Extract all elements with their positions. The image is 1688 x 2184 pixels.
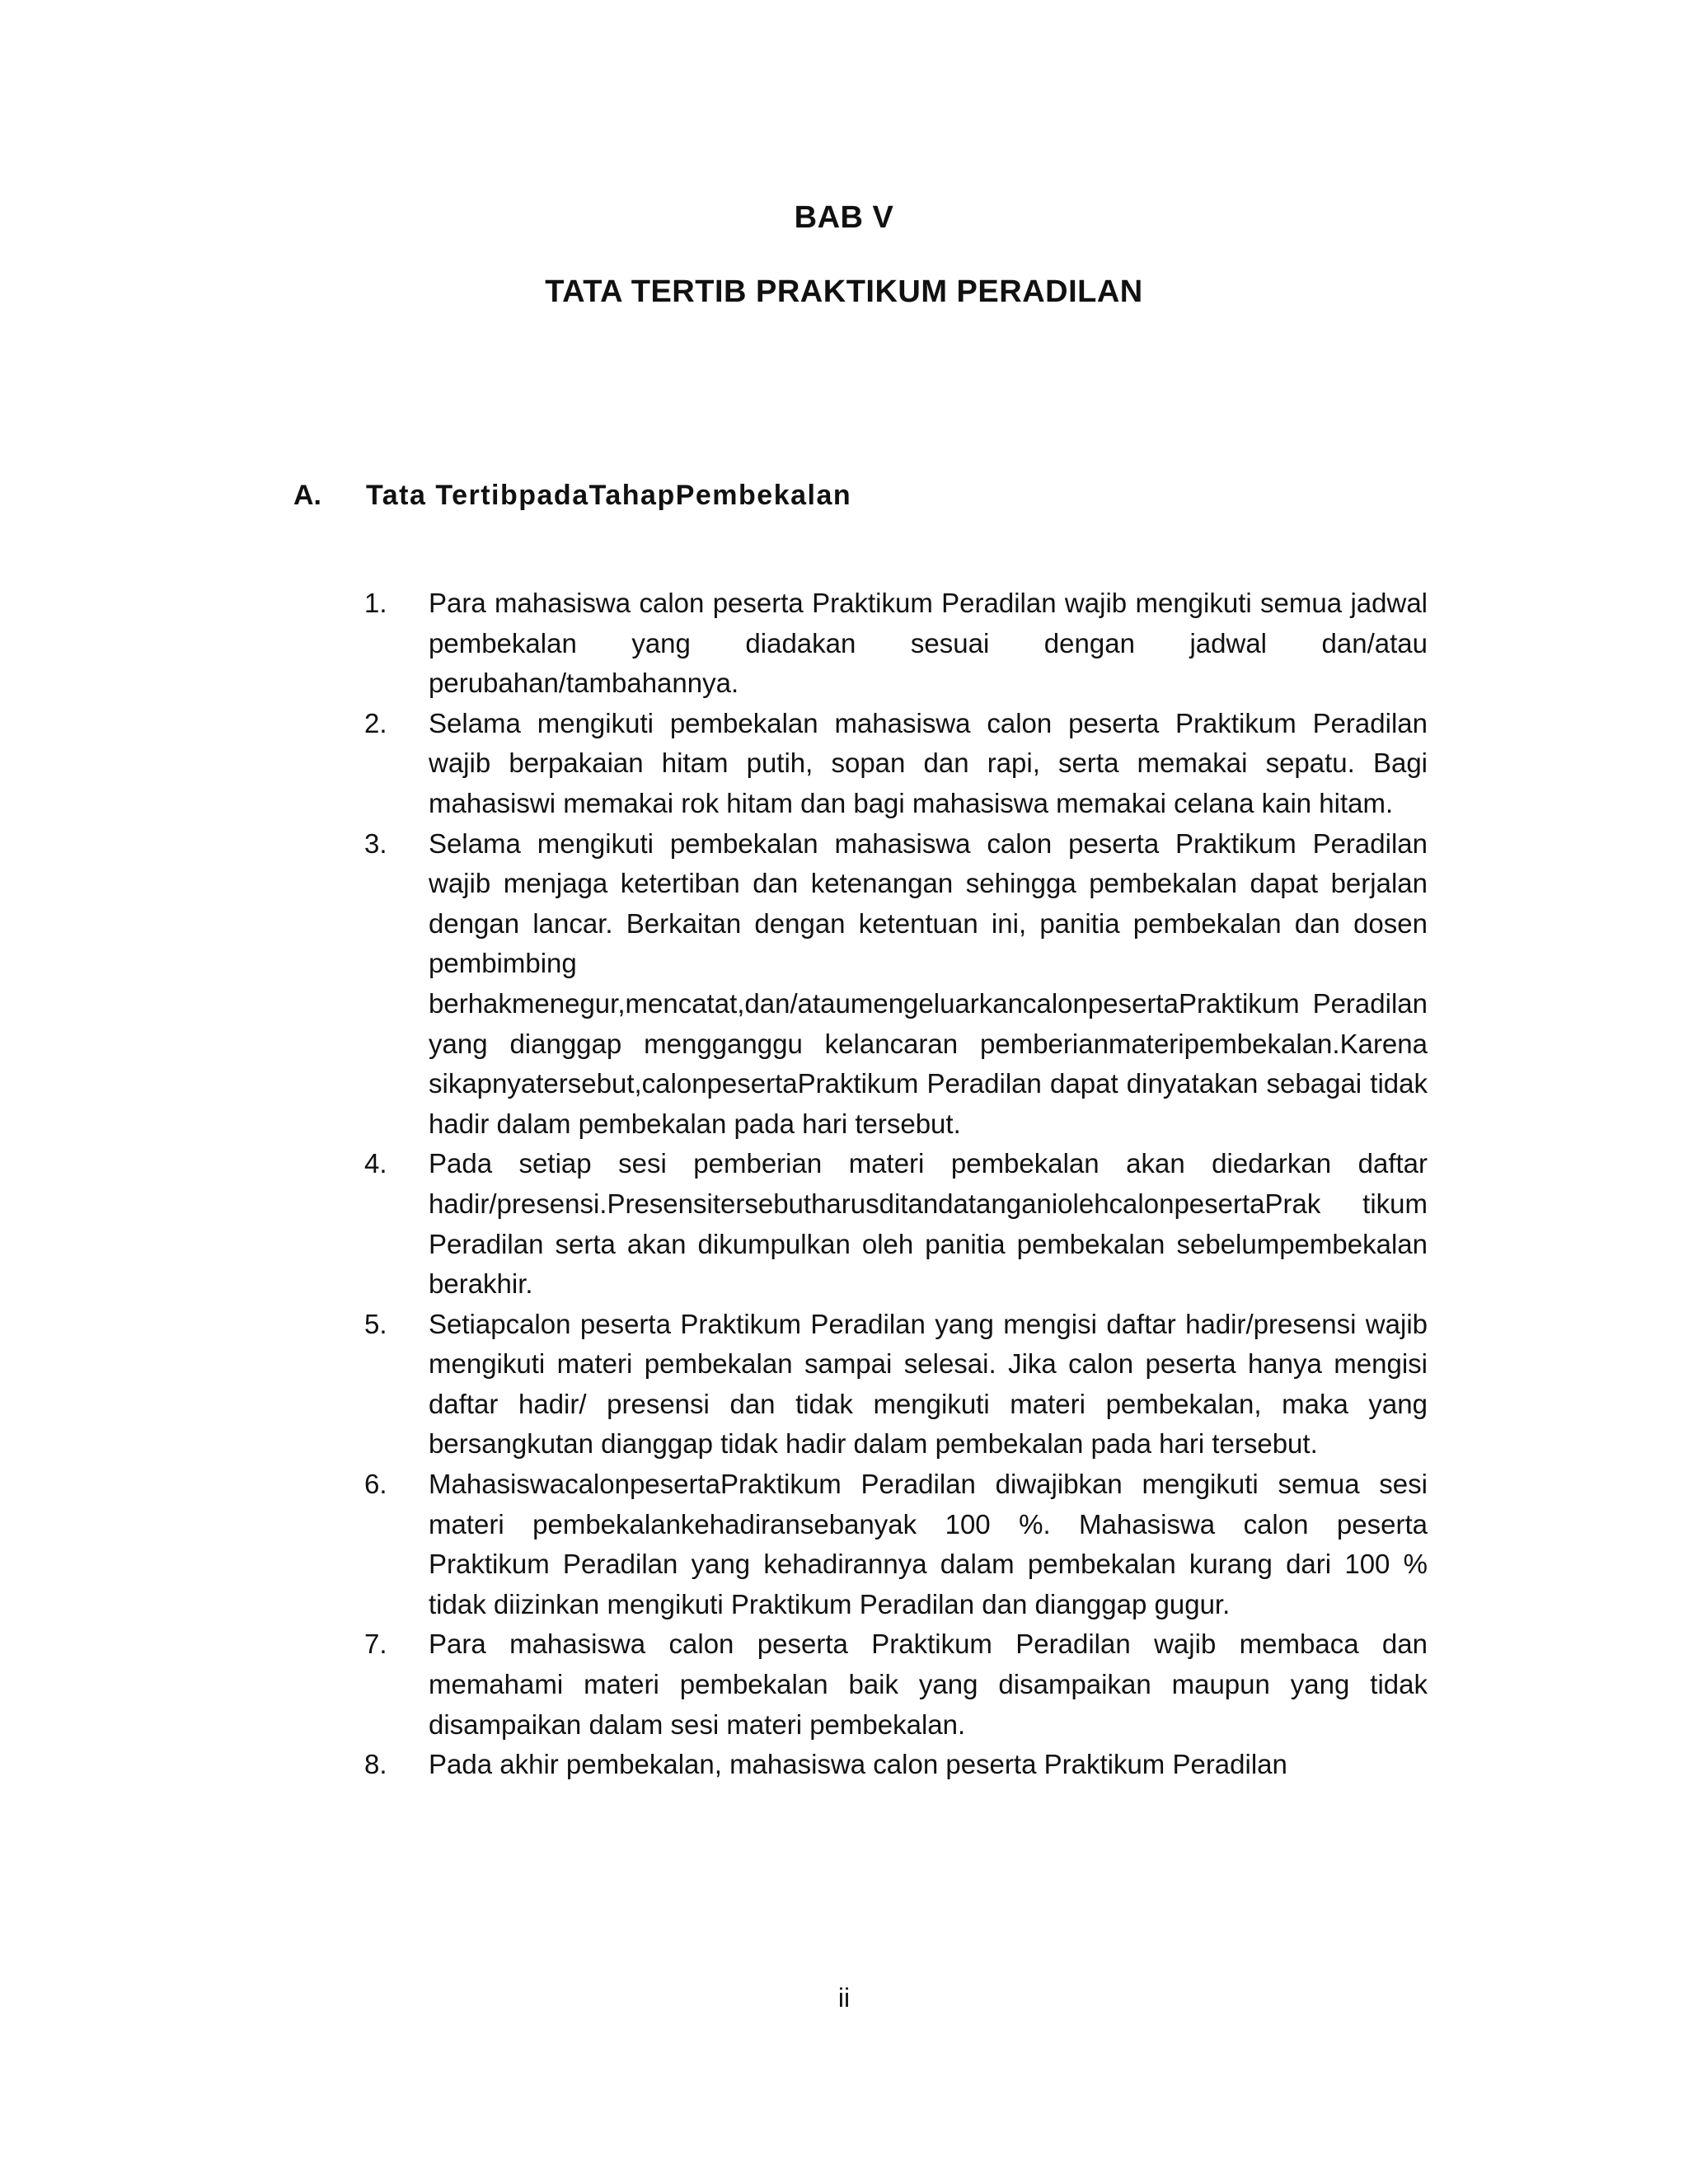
- list-item-number: 1.: [364, 588, 387, 618]
- list-item-text: Selama mengikuti pembekalan mahasiswa calon peserta Praktikum Peradilan wajib menjaga ketertiban dan ketenangan sehingga pembekalan dapat berjalan dengan lancar. Berkaitan dengan ketentuan ini, panitia pembekalan dan dosen pembimbing berhakmenegur,mencatat,dan/ataumengeluarkancalonpesertaPraktikum Peradilan yang dianggap mengganggu kelancaran pemberianmateripembekalan.Karena sikapnyatersebut,calonpesertaPraktikum Peradilan dapat dinyatakan sebagai tidak hadir dalam pembekalan pada hari tersebut.: [429, 827, 1428, 1139]
- section-heading: [293, 480, 851, 512]
- list-item: [364, 824, 1428, 1145]
- list-item-number: 6.: [364, 1469, 387, 1500]
- section-letter: A.: [293, 480, 321, 511]
- chapter-title: TATA TERTIB PRAKTIKUM PERADILAN: [545, 274, 1143, 309]
- chapter-number: BAB V: [794, 200, 894, 235]
- list-item: [364, 704, 1428, 824]
- list-item-text: Para mahasiswa calon peserta Praktikum Peradilan wajib mengikuti semua jadwal pembekalan yang diadakan sesuai dengan jadwal dan/atau perubahan/tambahannya.: [429, 588, 1428, 699]
- rules-list: [364, 583, 1428, 1785]
- list-item-text: Pada setiap sesi pemberian materi pembekalan akan diedarkan daftar hadir/presensi.PresensitersebutharusditandatanganiolehcalonpesertaPrak tikum Peradilan serta akan dikumpulkan oleh panitia pembekalan sebelumpembekalan berakhir.: [429, 1148, 1428, 1300]
- list-item-text: Setiapcalon peserta Praktikum Peradilan yang mengisi daftar hadir/presensi wajib mengikuti materi pembekalan sampai selesai. Jika calon peserta hanya mengisi daftar hadir/ presensi dan tidak mengikuti materi pembekalan, maka yang bersangkutan dianggap tidak hadir dalam pembekalan pada hari tersebut.: [429, 1308, 1428, 1460]
- list-item-text: Para mahasiswa calon peserta Praktikum Peradilan wajib membaca dan memahami materi pembekalan baik yang disampaikan maupun yang tidak disampaikan dalam sesi materi pembekalan.: [429, 1629, 1428, 1740]
- list-item-number: 3.: [364, 827, 387, 859]
- list-item-text: Selama mengikuti pembekalan mahasiswa calon peserta Praktikum Peradilan wajib berpakaian hitam putih, sopan dan rapi, serta memakai sepatu. Bagi mahasiswi memakai rok hitam dan bagi mahasiswa memakai celana kain hitam.: [429, 707, 1428, 818]
- list-item: [364, 1465, 1428, 1624]
- list-item: [364, 1624, 1428, 1745]
- page-number: ii: [837, 1983, 851, 2013]
- list-item-text: Pada akhir pembekalan, mahasiswa calon peserta Praktikum Peradilan: [429, 1749, 1287, 1780]
- list-item-number: 5.: [364, 1308, 387, 1339]
- list-item-number: 2.: [364, 707, 387, 738]
- list-item: [364, 583, 1428, 704]
- list-item-number: 8.: [364, 1749, 387, 1780]
- list-item-number: 4.: [364, 1148, 387, 1179]
- list-item: [364, 1745, 1428, 1785]
- list-item: [364, 1305, 1428, 1465]
- section-title: Tata TertibpadaTahapPembekalan: [366, 480, 852, 511]
- list-item: [364, 1144, 1428, 1304]
- list-item-number: 7.: [364, 1629, 387, 1660]
- list-item-text: MahasiswacalonpesertaPraktikum Peradilan diwajibkan mengikuti semua sesi materi pembekalankehadiransebanyak 100 %. Mahasiswa calon peserta Praktikum Peradilan yang kehadirannya dalam pembekalan kurang dari 100 % tidak diizinkan mengikuti Praktikum Peradilan dan dianggap gugur.: [429, 1469, 1428, 1619]
